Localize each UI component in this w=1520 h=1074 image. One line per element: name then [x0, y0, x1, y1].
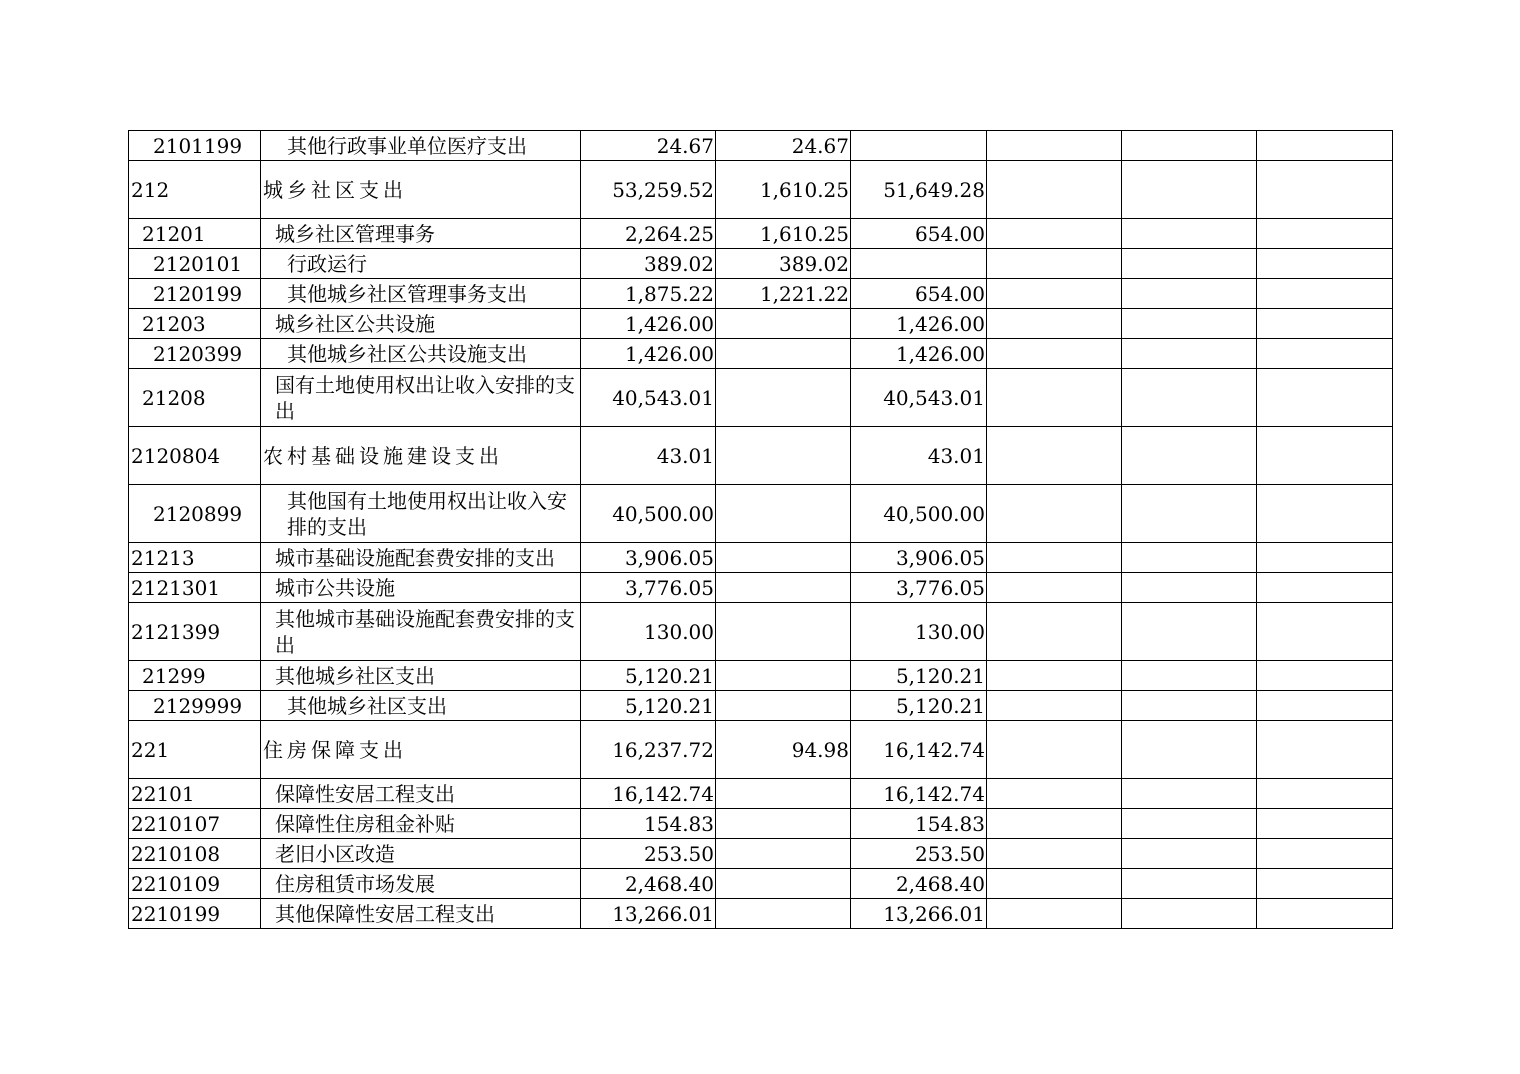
subject-name-cell: 其他城乡社区管理事务支出 [261, 279, 581, 309]
empty-cell [1122, 279, 1257, 309]
empty-cell [1257, 219, 1393, 249]
empty-cell [987, 869, 1122, 899]
total-amount-cell: 1,875.22 [581, 279, 716, 309]
total-amount-cell: 40,500.00 [581, 485, 716, 543]
total-amount-cell: 40,543.01 [581, 369, 716, 427]
empty-cell [1122, 839, 1257, 869]
table-row [129, 279, 1393, 309]
project-expenditure-cell: 16,142.74 [851, 721, 987, 779]
total-amount-cell: 16,237.72 [581, 721, 716, 779]
table-row [129, 161, 1393, 219]
basic-expenditure-cell: 1,610.25 [716, 219, 851, 249]
table-row [129, 779, 1393, 809]
total-amount-cell: 130.00 [581, 603, 716, 661]
subject-name-cell: 城市公共设施 [261, 573, 581, 603]
empty-cell [1257, 691, 1393, 721]
empty-cell [1257, 899, 1393, 929]
total-amount-cell: 13,266.01 [581, 899, 716, 929]
subject-code-cell: 2120804 [129, 427, 261, 485]
subject-name-cell: 城市基础设施配套费安排的支出 [261, 543, 581, 573]
empty-cell [987, 603, 1122, 661]
empty-cell [1122, 603, 1257, 661]
project-expenditure-cell: 654.00 [851, 279, 987, 309]
basic-expenditure-cell [716, 339, 851, 369]
empty-cell [1257, 161, 1393, 219]
empty-cell [1122, 721, 1257, 779]
subject-code-cell: 21299 [129, 661, 261, 691]
subject-code-cell: 21208 [129, 369, 261, 427]
total-amount-cell: 2,264.25 [581, 219, 716, 249]
empty-cell [987, 219, 1122, 249]
empty-cell [987, 427, 1122, 485]
empty-cell [987, 661, 1122, 691]
empty-cell [1122, 869, 1257, 899]
total-amount-cell: 53,259.52 [581, 161, 716, 219]
table-row [129, 839, 1393, 869]
subject-code-cell: 21203 [129, 309, 261, 339]
table-row [129, 603, 1393, 661]
project-expenditure-cell [851, 131, 987, 161]
empty-cell [1122, 691, 1257, 721]
subject-code-cell: 21213 [129, 543, 261, 573]
empty-cell [987, 839, 1122, 869]
subject-name-cell: 城乡社区支出 [261, 161, 581, 219]
project-expenditure-cell: 2,468.40 [851, 869, 987, 899]
project-expenditure-cell: 5,120.21 [851, 691, 987, 721]
subject-name-cell: 城乡社区公共设施 [261, 309, 581, 339]
project-expenditure-cell: 1,426.00 [851, 309, 987, 339]
empty-cell [1122, 899, 1257, 929]
basic-expenditure-cell [716, 485, 851, 543]
subject-name-cell: 农村基础设施建设支出 [261, 427, 581, 485]
subject-name-cell: 城乡社区管理事务 [261, 219, 581, 249]
empty-cell [1257, 839, 1393, 869]
table-row [129, 427, 1393, 485]
subject-code-cell: 2129999 [129, 691, 261, 721]
empty-cell [1122, 219, 1257, 249]
empty-cell [1257, 339, 1393, 369]
subject-code-cell: 2121301 [129, 573, 261, 603]
total-amount-cell: 1,426.00 [581, 309, 716, 339]
total-amount-cell: 43.01 [581, 427, 716, 485]
table-row [129, 219, 1393, 249]
empty-cell [1257, 485, 1393, 543]
empty-cell [987, 369, 1122, 427]
empty-cell [1122, 249, 1257, 279]
subject-name-cell: 其他城市基础设施配套费安排的支出 [261, 603, 581, 661]
table-row [129, 691, 1393, 721]
empty-cell [987, 279, 1122, 309]
table-row [129, 309, 1393, 339]
total-amount-cell: 1,426.00 [581, 339, 716, 369]
total-amount-cell: 24.67 [581, 131, 716, 161]
empty-cell [1257, 809, 1393, 839]
table-row [129, 721, 1393, 779]
empty-cell [1257, 249, 1393, 279]
empty-cell [987, 779, 1122, 809]
project-expenditure-cell: 154.83 [851, 809, 987, 839]
project-expenditure-cell: 253.50 [851, 839, 987, 869]
empty-cell [1257, 279, 1393, 309]
subject-name-cell: 其他城乡社区支出 [261, 691, 581, 721]
subject-code-cell: 2120399 [129, 339, 261, 369]
total-amount-cell: 16,142.74 [581, 779, 716, 809]
project-expenditure-cell: 1,426.00 [851, 339, 987, 369]
basic-expenditure-cell [716, 369, 851, 427]
empty-cell [1122, 131, 1257, 161]
basic-expenditure-cell: 389.02 [716, 249, 851, 279]
subject-code-cell: 2210107 [129, 809, 261, 839]
total-amount-cell: 3,776.05 [581, 573, 716, 603]
project-expenditure-cell: 3,906.05 [851, 543, 987, 573]
basic-expenditure-cell [716, 809, 851, 839]
basic-expenditure-cell [716, 839, 851, 869]
total-amount-cell: 2,468.40 [581, 869, 716, 899]
empty-cell [987, 721, 1122, 779]
empty-cell [1257, 661, 1393, 691]
project-expenditure-cell [851, 249, 987, 279]
table-row [129, 869, 1393, 899]
subject-name-cell: 老旧小区改造 [261, 839, 581, 869]
project-expenditure-cell: 13,266.01 [851, 899, 987, 929]
empty-cell [987, 131, 1122, 161]
empty-cell [1122, 339, 1257, 369]
total-amount-cell: 253.50 [581, 839, 716, 869]
subject-code-cell: 212 [129, 161, 261, 219]
empty-cell [1257, 369, 1393, 427]
total-amount-cell: 5,120.21 [581, 661, 716, 691]
basic-expenditure-cell [716, 603, 851, 661]
empty-cell [1257, 869, 1393, 899]
table-row [129, 899, 1393, 929]
empty-cell [1257, 427, 1393, 485]
subject-code-cell: 221 [129, 721, 261, 779]
project-expenditure-cell: 130.00 [851, 603, 987, 661]
subject-code-cell: 22101 [129, 779, 261, 809]
total-amount-cell: 389.02 [581, 249, 716, 279]
project-expenditure-cell: 40,543.01 [851, 369, 987, 427]
project-expenditure-cell: 40,500.00 [851, 485, 987, 543]
subject-name-cell: 行政运行 [261, 249, 581, 279]
basic-expenditure-cell [716, 779, 851, 809]
empty-cell [1257, 131, 1393, 161]
empty-cell [987, 161, 1122, 219]
subject-name-cell: 保障性住房租金补贴 [261, 809, 581, 839]
basic-expenditure-cell [716, 869, 851, 899]
empty-cell [987, 249, 1122, 279]
subject-code-cell: 2120101 [129, 249, 261, 279]
project-expenditure-cell: 51,649.28 [851, 161, 987, 219]
basic-expenditure-cell [716, 309, 851, 339]
subject-code-cell: 2210109 [129, 869, 261, 899]
empty-cell [1122, 543, 1257, 573]
subject-name-cell: 住房保障支出 [261, 721, 581, 779]
subject-name-cell: 保障性安居工程支出 [261, 779, 581, 809]
empty-cell [987, 485, 1122, 543]
project-expenditure-cell: 654.00 [851, 219, 987, 249]
empty-cell [1257, 573, 1393, 603]
table-row [129, 131, 1393, 161]
empty-cell [1122, 809, 1257, 839]
table-row [129, 485, 1393, 543]
subject-name-cell: 其他国有土地使用权出让收入安排的支出 [261, 485, 581, 543]
empty-cell [1122, 779, 1257, 809]
empty-cell [1122, 161, 1257, 219]
basic-expenditure-cell: 1,610.25 [716, 161, 851, 219]
empty-cell [987, 309, 1122, 339]
total-amount-cell: 154.83 [581, 809, 716, 839]
empty-cell [1122, 369, 1257, 427]
table-row [129, 369, 1393, 427]
total-amount-cell: 5,120.21 [581, 691, 716, 721]
table-row [129, 249, 1393, 279]
table-row [129, 543, 1393, 573]
subject-code-cell: 2210199 [129, 899, 261, 929]
empty-cell [1122, 427, 1257, 485]
empty-cell [1257, 543, 1393, 573]
basic-expenditure-cell [716, 661, 851, 691]
empty-cell [1257, 603, 1393, 661]
empty-cell [1122, 309, 1257, 339]
basic-expenditure-cell [716, 899, 851, 929]
table-row [129, 573, 1393, 603]
table-row [129, 661, 1393, 691]
empty-cell [987, 899, 1122, 929]
project-expenditure-cell: 43.01 [851, 427, 987, 485]
table-row [129, 809, 1393, 839]
empty-cell [1122, 661, 1257, 691]
subject-code-cell: 2210108 [129, 839, 261, 869]
subject-name-cell: 住房租赁市场发展 [261, 869, 581, 899]
subject-name-cell: 其他城乡社区公共设施支出 [261, 339, 581, 369]
empty-cell [987, 543, 1122, 573]
project-expenditure-cell: 3,776.05 [851, 573, 987, 603]
empty-cell [1257, 779, 1393, 809]
budget-expenditure-table [128, 130, 1393, 929]
subject-code-cell: 2101199 [129, 131, 261, 161]
empty-cell [1122, 573, 1257, 603]
basic-expenditure-cell: 1,221.22 [716, 279, 851, 309]
subject-name-cell: 其他保障性安居工程支出 [261, 899, 581, 929]
table-body [129, 131, 1393, 929]
project-expenditure-cell: 16,142.74 [851, 779, 987, 809]
basic-expenditure-cell: 94.98 [716, 721, 851, 779]
subject-name-cell: 国有土地使用权出让收入安排的支出 [261, 369, 581, 427]
total-amount-cell: 3,906.05 [581, 543, 716, 573]
empty-cell [987, 573, 1122, 603]
basic-expenditure-cell: 24.67 [716, 131, 851, 161]
project-expenditure-cell: 5,120.21 [851, 661, 987, 691]
subject-code-cell: 21201 [129, 219, 261, 249]
empty-cell [987, 691, 1122, 721]
basic-expenditure-cell [716, 691, 851, 721]
subject-name-cell: 其他行政事业单位医疗支出 [261, 131, 581, 161]
empty-cell [1257, 721, 1393, 779]
basic-expenditure-cell [716, 573, 851, 603]
subject-code-cell: 2120199 [129, 279, 261, 309]
table-row [129, 339, 1393, 369]
basic-expenditure-cell [716, 543, 851, 573]
empty-cell [1122, 485, 1257, 543]
basic-expenditure-cell [716, 427, 851, 485]
empty-cell [987, 339, 1122, 369]
empty-cell [987, 809, 1122, 839]
subject-name-cell: 其他城乡社区支出 [261, 661, 581, 691]
subject-code-cell: 2121399 [129, 603, 261, 661]
subject-code-cell: 2120899 [129, 485, 261, 543]
empty-cell [1257, 309, 1393, 339]
